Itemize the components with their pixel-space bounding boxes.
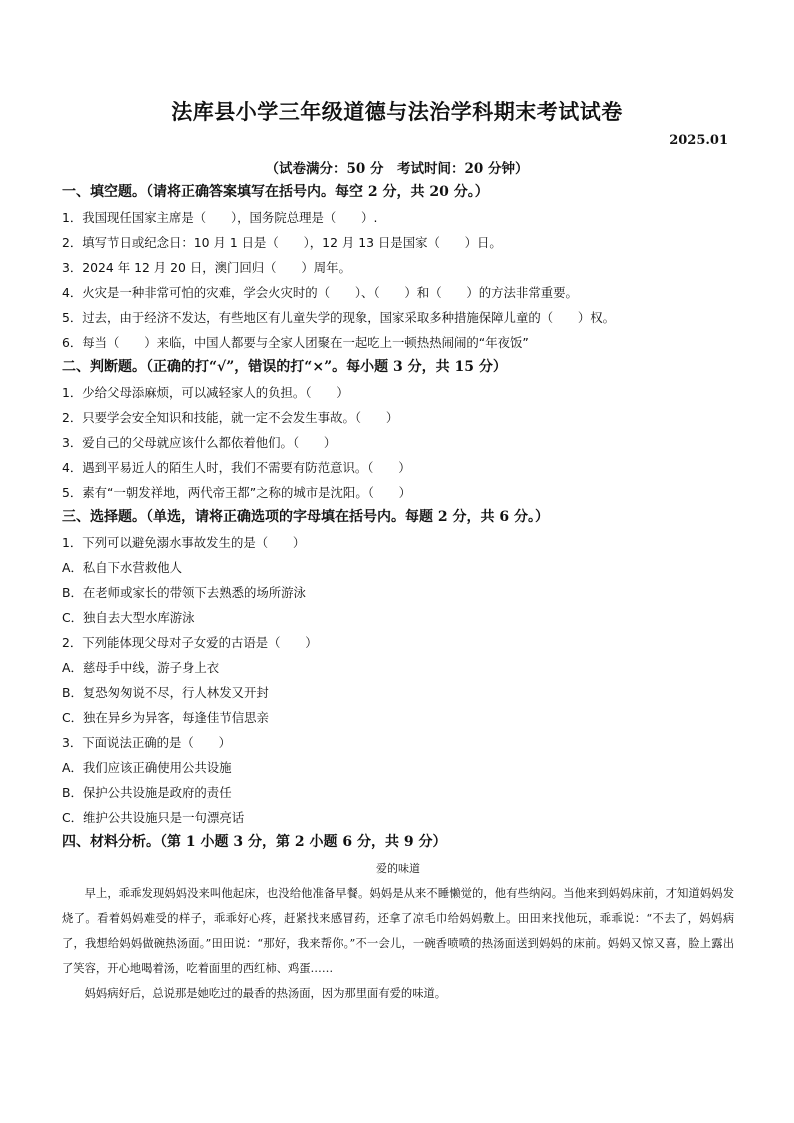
question-line: 1．我国现任国家主席是（ ），国务院总理是（ ）. bbox=[62, 210, 378, 225]
question-line: 3．爱自己的父母就应该什么都依着他们。（ ） bbox=[62, 435, 337, 450]
exam-content bbox=[62, 180, 734, 1006]
material-title: 爱的味道 bbox=[376, 862, 420, 875]
question-line: 4．火灾是一种非常可怕的灾难，学会火灾时的（ ）、（ ）和（ ）的方法非常重要。 bbox=[62, 285, 578, 300]
question-line: 5．过去，由于经济不发达，有些地区有儿童失学的现象，国家采取多种措施保障儿童的（ ）权。 bbox=[62, 310, 616, 325]
exam-title: 法库县小学三年级道德与法治学科期末考试试卷 bbox=[171, 99, 623, 124]
question-line: 3．2024 年 12 月 20 日，澳门回归（ ）周年。 bbox=[62, 260, 351, 275]
question-line: 1．下列可以避免溺水事故发生的是（ ） bbox=[62, 535, 306, 550]
section-heading-material: 四、材料分析。（第 1 小题 3 分，第 2 小题 6 分，共 9 分） bbox=[62, 834, 447, 850]
question-line: C．维护公共设施只是一句漂亮话 bbox=[62, 810, 245, 825]
question-line: 4．遇到平易近人的陌生人时，我们不需要有防范意识。（ ） bbox=[62, 460, 411, 475]
question-line: 3．下面说法正确的是（ ） bbox=[62, 735, 231, 750]
exam-date: 2025.01 bbox=[669, 133, 728, 148]
section-heading-multiple-choice: 三、选择题。（单选，请将正确选项的字母填在括号内。每题 2 分，共 6 分。） bbox=[62, 509, 549, 525]
question-line: A．慈母手中线，游子身上衣 bbox=[62, 660, 220, 675]
question-sections bbox=[62, 180, 734, 830]
question-line: 5．素有“一朝发祥地，两代帝王都”之称的城市是沈阳。（ ） bbox=[62, 485, 412, 500]
question-line: C．独在异乡为异客，每逢佳节信思亲 bbox=[62, 710, 269, 725]
section-heading-fill-in: 一、填空题。（请将正确答案填写在括号内。每空 2 分，共 20 分。） bbox=[62, 184, 489, 200]
exam-meta: （试卷满分：50 分 考试时间：20 分钟） bbox=[265, 161, 529, 177]
question-line: B．复恐匆匆说不尽，行人林发又开封 bbox=[62, 685, 269, 700]
material-section bbox=[62, 830, 734, 1006]
question-line: 2．只要学会安全知识和技能，就一定不会发生事故。（ ） bbox=[62, 410, 399, 425]
question-line: 1．少给父母添麻烦，可以减轻家人的负担。（ ） bbox=[62, 385, 349, 400]
material-paragraph-1: 早上，乖乖发现妈妈没来叫他起床，也没给他准备早餐。妈妈是从来不睡懒觉的，他有些纳闷。当他来到妈妈床前，才知道妈妈发烧了。看着妈妈难受的样子，乖乖好心疼，赶紧找来感冒药，还拿了凉毛巾给妈妈敷上。田田来找他玩，乖乖说：“不去了，妈妈病了，我想给妈妈做碗热汤面。”田田说：“那好，我来帮你。”不一会儿，一碗香喷喷的热汤面送到妈妈的床前。妈妈又惊又喜，脸上露出了笑容，开心地喝着汤，吃着面里的西红柿、鸡蛋…… bbox=[62, 887, 734, 975]
section-true-false bbox=[62, 355, 734, 505]
question-line: 6．每当（ ）来临，中国人都要与全家人团聚在一起吃上一顿热热闹闹的“年夜饭” bbox=[62, 335, 529, 350]
question-line: A．我们应该正确使用公共设施 bbox=[62, 760, 232, 775]
material-paragraph-2: 妈妈病好后，总说那是她吃过的最香的热汤面，因为那里面有爱的味道。 bbox=[84, 987, 447, 1000]
question-line: B．保护公共设施是政府的责任 bbox=[62, 785, 232, 800]
question-line: B．在老师或家长的带领下去熟悉的场所游泳 bbox=[62, 585, 306, 600]
question-line: C．独自去大型水库游泳 bbox=[62, 610, 195, 625]
question-line: 2．下列能体现父母对子女爱的古语是（ ） bbox=[62, 635, 318, 650]
section-multiple-choice bbox=[62, 505, 734, 830]
section-heading-true-false: 二、判断题。（正确的打“√”，错误的打“×”。每小题 3 分，共 15 分） bbox=[62, 359, 507, 375]
question-line: 2．填写节日或纪念日：10 月 1 日是（ ），12 月 13 日是国家（ ）日。 bbox=[62, 235, 502, 250]
question-line: A．私自下水营救他人 bbox=[62, 560, 182, 575]
section-fill-in bbox=[62, 180, 734, 355]
